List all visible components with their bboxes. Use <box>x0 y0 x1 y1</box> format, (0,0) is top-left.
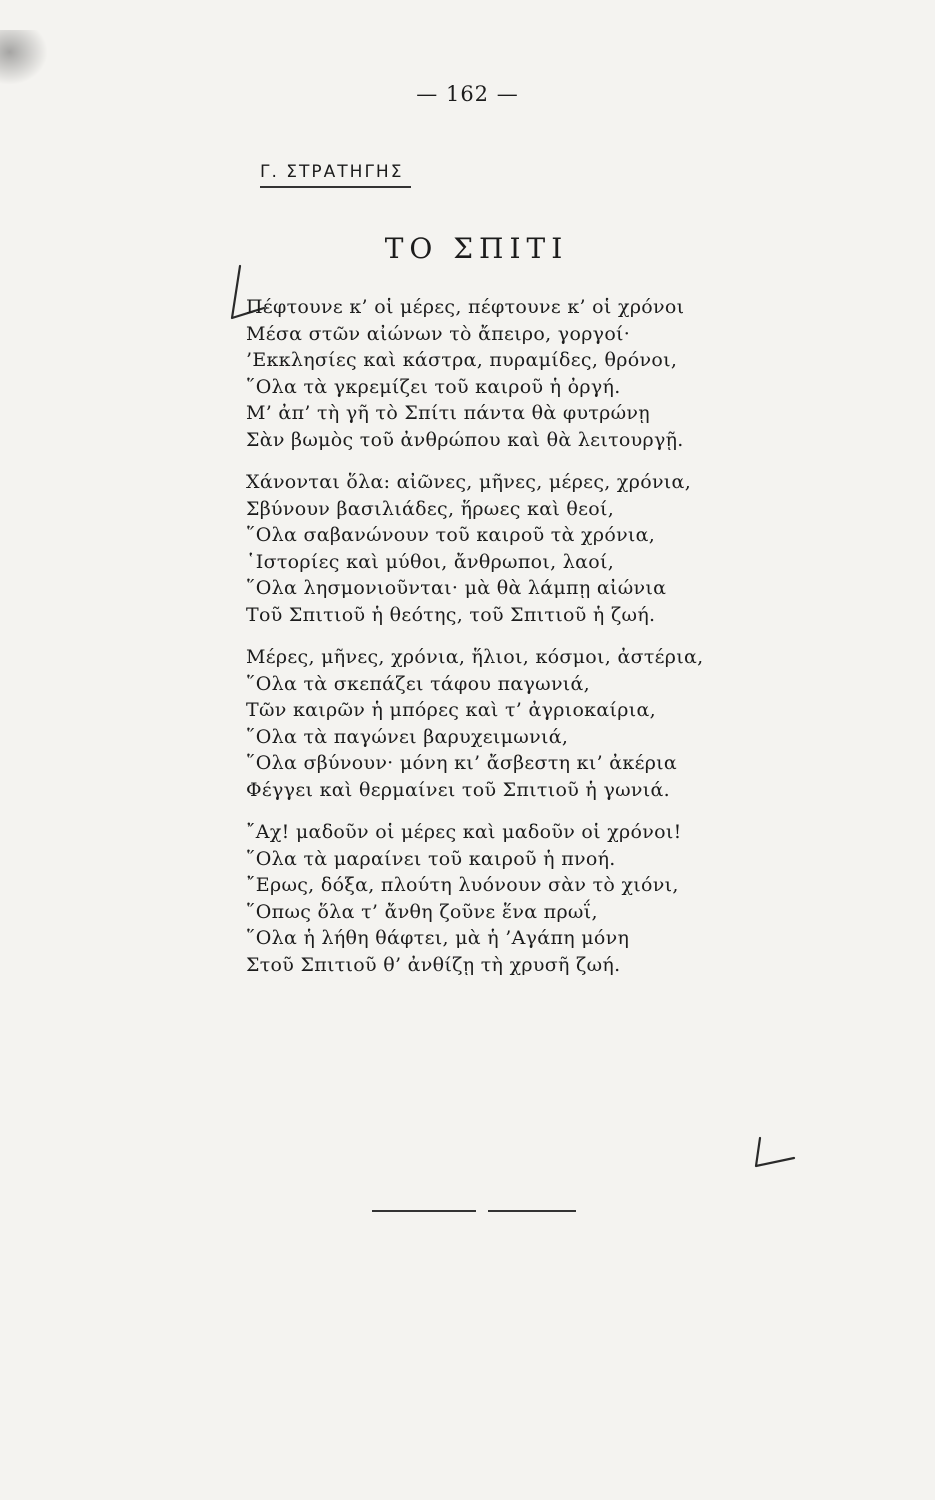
stanza <box>246 294 806 453</box>
verse-line: ’Εκκλησίες καὶ κάστρα, πυραμίδες, θρόνοι, <box>246 349 678 371</box>
page-number: — 162 — <box>416 82 519 106</box>
verse-line: Μέρες, μῆνες, χρόνια, ἥλιοι, κόσμοι, ἀστέρια, <box>246 646 704 668</box>
verse-line: Τοῦ Σπιτιοῦ ἡ θεότης, τοῦ Σπιτιοῦ ἡ ζωή. <box>246 603 656 626</box>
verse-line: Τῶν καιρῶν ἡ μπόρες καὶ τ’ ἀγριοκαίρια, <box>246 699 656 721</box>
author-underline <box>260 186 411 188</box>
verse-line: ῎Αχ! μαδοῦν οἱ μέρες καὶ μαδοῦν οἱ χρόνοι! <box>246 821 682 843</box>
verse-line: Στοῦ Σπιτιοῦ θ’ ἀνθίζῃ τὴ χρυσῆ ζωή. <box>246 953 621 976</box>
verse-line: Σὰν βωμὸς τοῦ ἀνθρώπου καὶ θὰ λειτουργῇ. <box>246 428 684 451</box>
author-name: Γ. ΣΤΡΑΤΗΓΗΣ <box>260 162 404 182</box>
verse-line: Πέφτουνε κ’ οἱ μέρες, πέφτουνε κ’ οἱ χρόνοι <box>246 296 685 318</box>
verse-line: ῎Ερως, δόξα, πλούτη λυόνουν σὰν τὸ χιόνι, <box>246 874 679 896</box>
verse-line: ῞Οπως ὅλα τ’ ἄνθη ζοῦνε ἕνα πρωΐ, <box>246 900 598 923</box>
verse-line: ῞Ολα τὰ μαραίνει τοῦ καιροῦ ἡ πνοή. <box>246 847 616 870</box>
stanza <box>246 819 806 978</box>
handwritten-end-mark <box>738 1134 798 1174</box>
corner-smudge <box>0 30 48 85</box>
verse-line: Μέσα στῶν αἰώνων τὸ ἄπειρο, γοργοί· <box>246 322 631 345</box>
stanza <box>246 644 806 803</box>
verse-line: Μ’ ἀπ’ τὴ γῆ τὸ Σπίτι πάντα θὰ φυτρώνῃ <box>246 402 650 424</box>
verse-line: ῞Ολα σαβανώνουν τοῦ καιροῦ τὰ χρόνια, <box>246 524 656 546</box>
verse-line: ῞Ολα τὰ παγώνει βαρυχειμωνιά, <box>246 725 569 748</box>
verse-line: Φέγγει καὶ θερμαίνει τοῦ Σπιτιοῦ ἡ γωνιά. <box>246 778 670 801</box>
closing-rule-left <box>372 1210 476 1212</box>
verse-line: Σβύνουν βασιλιάδες, ἥρωες καὶ θεοί, <box>246 497 615 520</box>
verse-line: ῞Ολα σβύνουν· μόνη κι’ ἄσβεστη κι’ ἀκέρια <box>246 752 678 774</box>
closing-rule-right <box>488 1210 576 1212</box>
poem-body <box>246 294 806 994</box>
verse-line: Χάνονται ὅλα: αἰῶνες, μῆνες, μέρες, χρόνια, <box>246 471 692 493</box>
verse-line: ῾Ιστορίες καὶ μύθοι, ἄνθρωποι, λαοί, <box>246 550 615 573</box>
verse-line: ῞Ολα τὰ σκεπάζει τάφου παγωνιά, <box>246 672 591 695</box>
stanza <box>246 469 806 628</box>
poem-title: ΤΟ ΣΠΙΤΙ <box>384 232 569 265</box>
verse-line: ῞Ολα λησμονιοῦνται· μὰ θὰ λάμπῃ αἰώνια <box>246 577 667 599</box>
verse-line: ῞Ολα τὰ γκρεμίζει τοῦ καιροῦ ἡ ὀργή. <box>246 375 621 398</box>
verse-line: ῞Ολα ἡ λήθη θάφτει, μὰ ἡ ’Αγάπη μόνη <box>246 927 630 949</box>
